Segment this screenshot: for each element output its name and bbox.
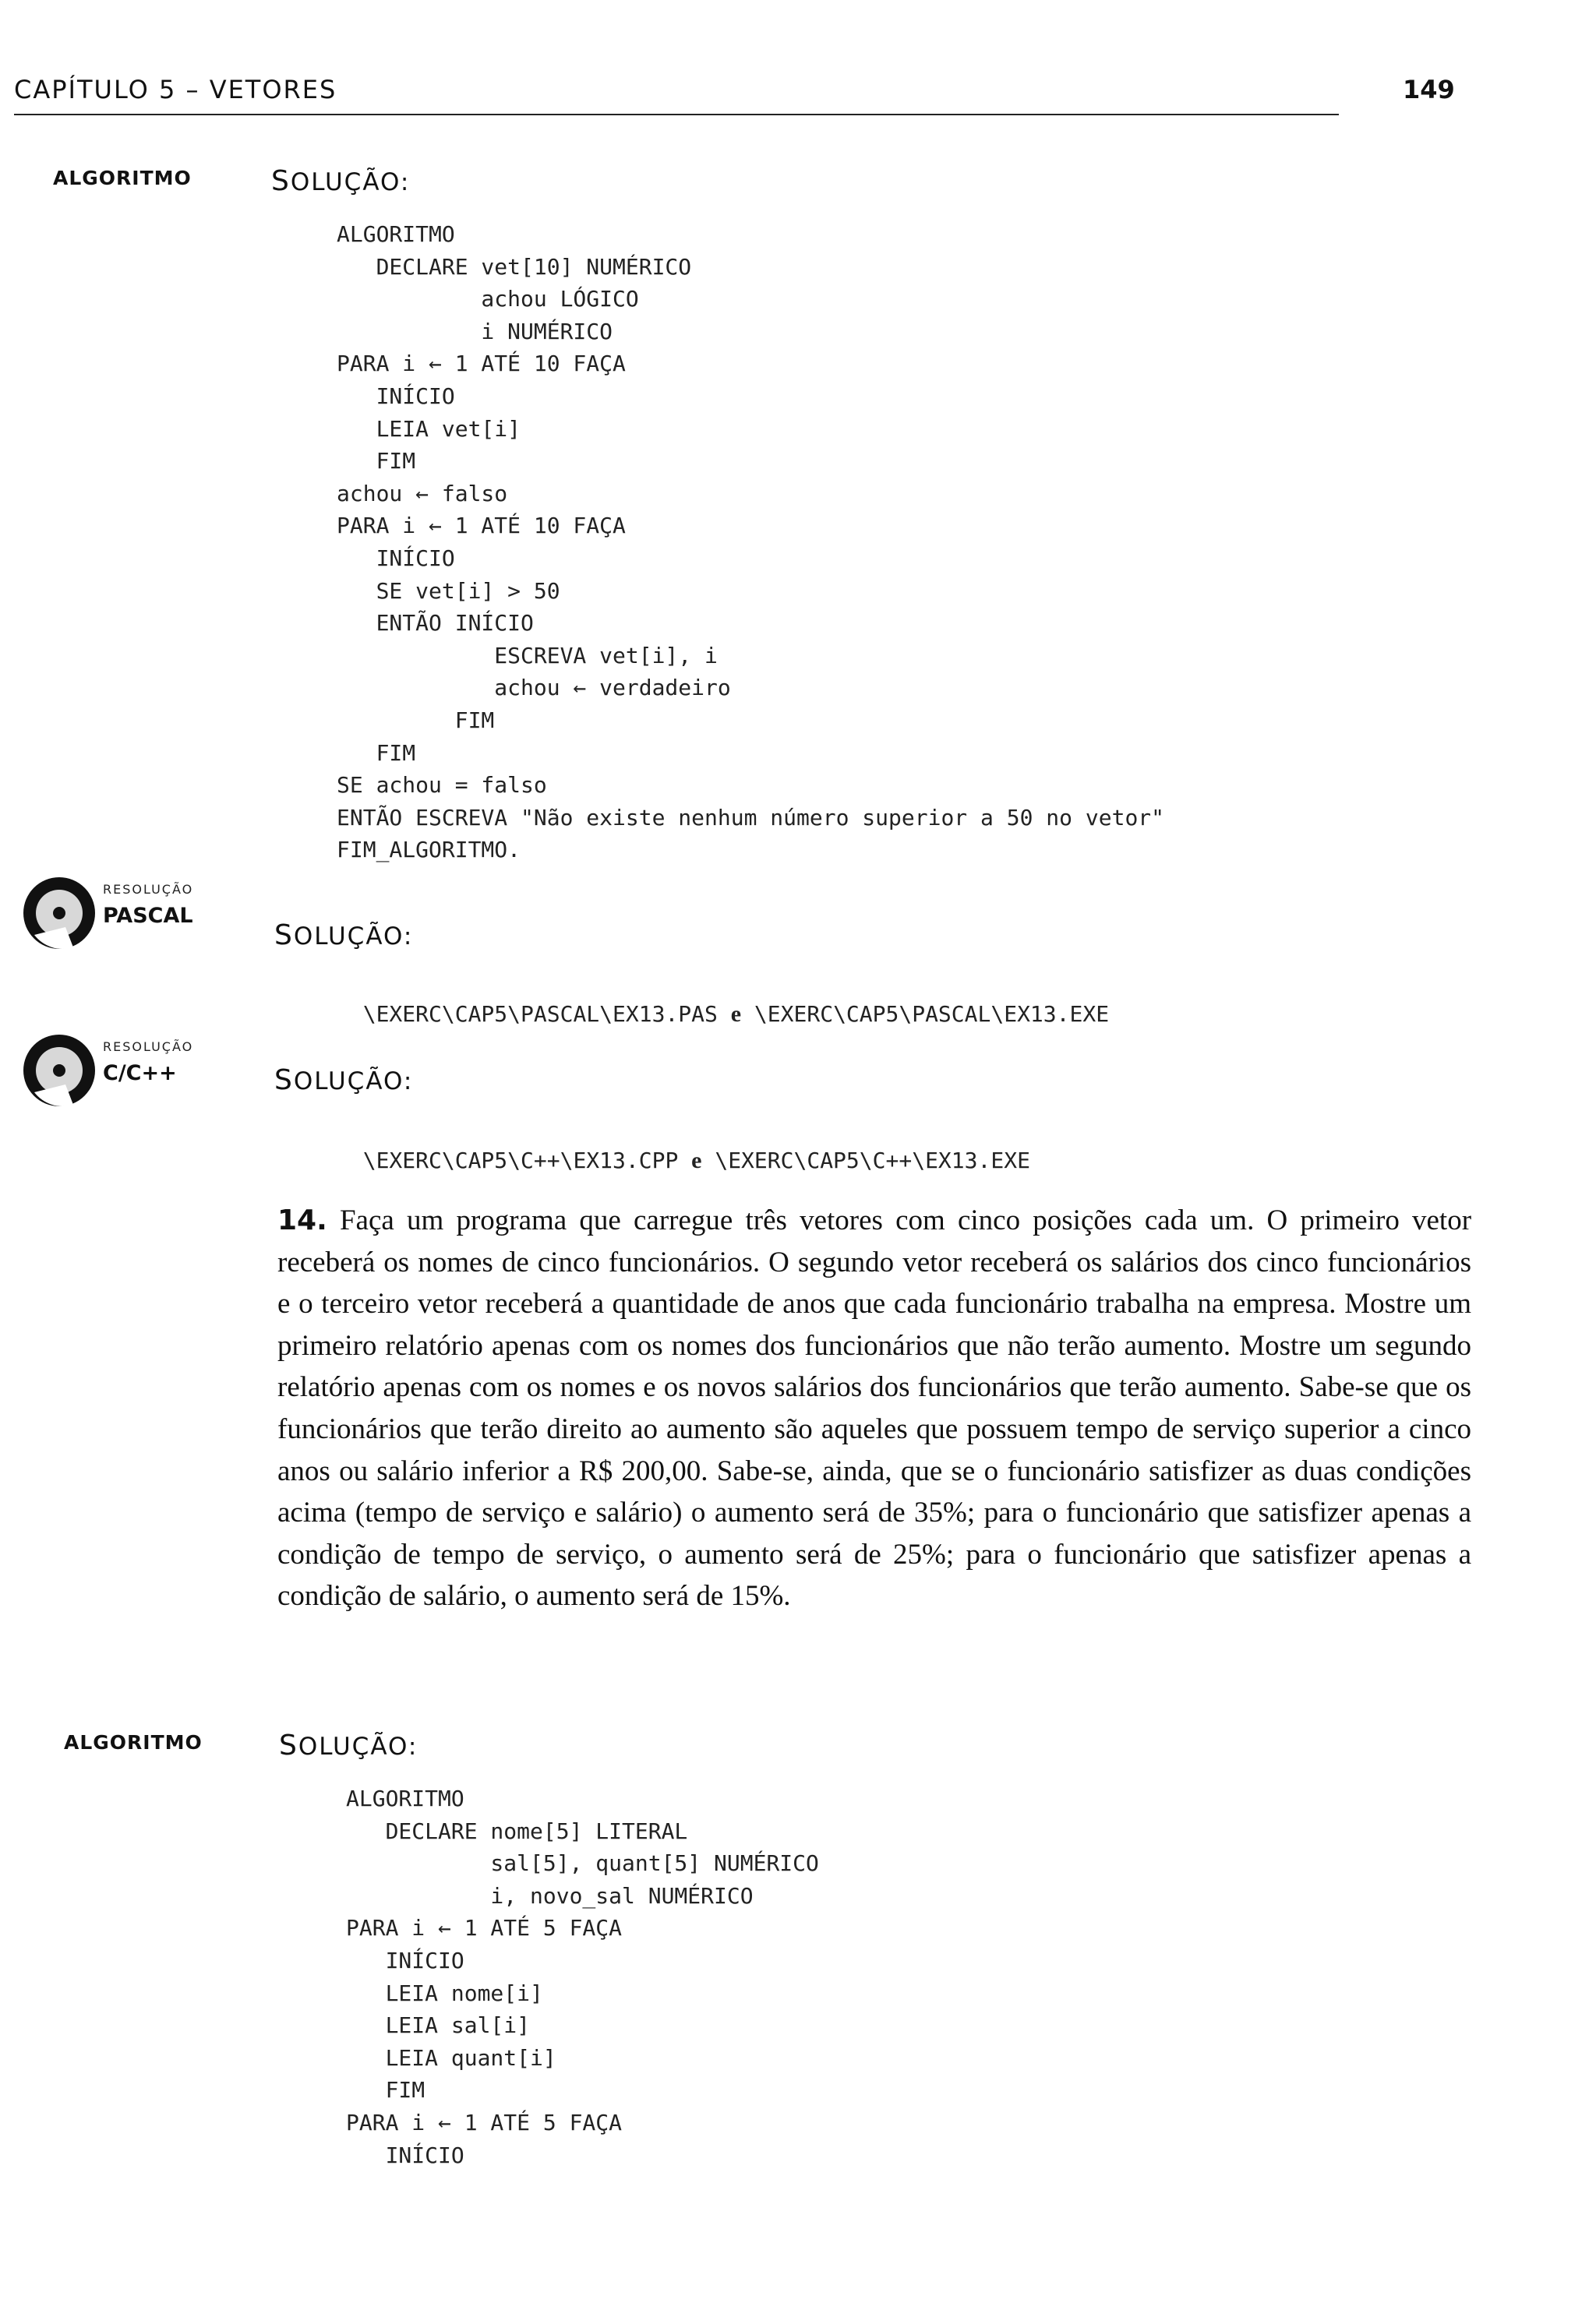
code-line: i NUMÉRICO	[337, 318, 613, 344]
code-line: achou ← verdadeiro	[337, 675, 731, 701]
solution-label: SOLUÇÃO:	[279, 1730, 418, 1762]
code-line: FIM	[337, 448, 416, 474]
code-line: INÍCIO	[346, 1947, 464, 1973]
conjunction: e	[730, 1001, 742, 1027]
code-line: PARA i ← 1 ATÉ 5 FAÇA	[346, 2109, 623, 2135]
header-rule	[14, 114, 1339, 115]
code-line: i, novo_sal NUMÉRICO	[346, 1882, 754, 1909]
code-line: LEIA vet[i]	[337, 415, 521, 442]
code-line: LEIA sal[i]	[346, 2012, 531, 2039]
exercise-number: 14.	[277, 1204, 327, 1236]
code-block-ex13	[337, 218, 1164, 866]
code-line: sal[5], quant[5] NUMÉRICO	[346, 1850, 819, 1877]
code-line: PARA i ← 1 ATÉ 5 FAÇA	[346, 1915, 623, 1941]
algoritmo-label: ALGORITMO	[53, 167, 192, 189]
code-line: DECLARE nome[5] LITERAL	[346, 1818, 688, 1844]
code-line: PARA i ← 1 ATÉ 10 FAÇA	[337, 513, 626, 539]
page-number: 149	[1403, 75, 1455, 104]
algoritmo-label: ALGORITMO	[64, 1731, 203, 1754]
chapter-title: CAPÍTULO 5 – VETORES	[14, 75, 337, 104]
resolucao-label: RESOLUÇÃO	[103, 1039, 194, 1054]
code-line: INÍCIO	[346, 2142, 464, 2168]
code-line: ESCREVA vet[i], i	[337, 642, 718, 668]
conjunction: e	[691, 1148, 702, 1173]
pascal-exe-path: \EXERC\CAP5\PASCAL\EX13.EXE	[754, 1001, 1110, 1027]
code-line: achou ← falso	[337, 480, 508, 506]
code-line: LEIA quant[i]	[346, 2044, 556, 2071]
pascal-source-path: \EXERC\CAP5\PASCAL\EX13.PAS	[362, 1001, 718, 1027]
code-block-ex14	[346, 1783, 819, 2171]
solution-label: SOLUÇÃO:	[274, 919, 414, 951]
exercise-text: Faça um programa que carregue três vetores com cinco posições cada um. O primeiro vetor receberá os nomes de cinco funcionários. O segundo vetor receberá os salários dos cinco funcionários e o terceiro vetor receberá a quantidade de anos que cada funcionário trabalha na empresa. Mostre um primeiro relatório apenas com os nomes dos funcionários que não terão aumento. Mostre um segundo relatório apenas com os nomes e os novos salários dos funcionários que terão aumento. Sabe-se que os funcionários que terão direito ao aumento são aqueles que possuem tempo de serviço superior a cinco anos ou salário inferior a R$ 200,00. Sabe-se, ainda, que se o funcionário satisfizer as duas condições acima (tempo de serviço e salário) o aumento será de 35%; para o funcionário que satisfizer apenas a condição de tempo de serviço, o aumento será de 25%; para o funcionário que satisfizer apenas a condição de salário, o aumento será de 15%.	[277, 1204, 1472, 1613]
code-line: ALGORITMO	[337, 221, 455, 247]
code-line: LEIA nome[i]	[346, 1980, 543, 2006]
disc-icon	[19, 873, 100, 954]
cpp-label: C/C++	[103, 1061, 177, 1085]
code-line: INÍCIO	[337, 545, 455, 571]
code-line: FIM	[337, 739, 416, 766]
solution-label: SOLUÇÃO:	[274, 1064, 414, 1096]
cpp-file-paths	[337, 1122, 1030, 1174]
code-line: achou LÓGICO	[337, 286, 639, 312]
resolucao-pascal-badge	[19, 873, 206, 958]
code-line: SE vet[i] > 50	[337, 577, 560, 604]
code-line: DECLARE vet[10] NUMÉRICO	[337, 253, 692, 280]
disc-icon	[19, 1030, 100, 1111]
resolucao-label: RESOLUÇÃO	[103, 882, 194, 897]
code-line: FIM_ALGORITMO.	[337, 837, 521, 863]
solution-label: SOLUÇÃO:	[271, 165, 411, 197]
cpp-source-path: \EXERC\CAP5\C++\EX13.CPP	[362, 1148, 679, 1173]
cpp-exe-path: \EXERC\CAP5\C++\EX13.EXE	[715, 1148, 1030, 1173]
code-line: ALGORITMO	[346, 1786, 464, 1811]
code-line: FIM	[337, 707, 495, 733]
code-line: SE achou = falso	[337, 772, 547, 799]
exercise-14	[277, 1200, 1471, 1617]
resolucao-cpp-badge	[19, 1030, 206, 1116]
code-line: INÍCIO	[337, 383, 455, 409]
code-line: ENTÃO INÍCIO	[337, 610, 534, 637]
code-line: PARA i ← 1 ATÉ 10 FAÇA	[337, 351, 626, 377]
pascal-file-paths	[337, 975, 1109, 1028]
code-line: FIM	[346, 2077, 425, 2104]
pascal-label: PASCAL	[103, 904, 193, 928]
code-line: ENTÃO ESCREVA "Não existe nenhum número superior a 50 no vetor"	[337, 804, 1165, 831]
